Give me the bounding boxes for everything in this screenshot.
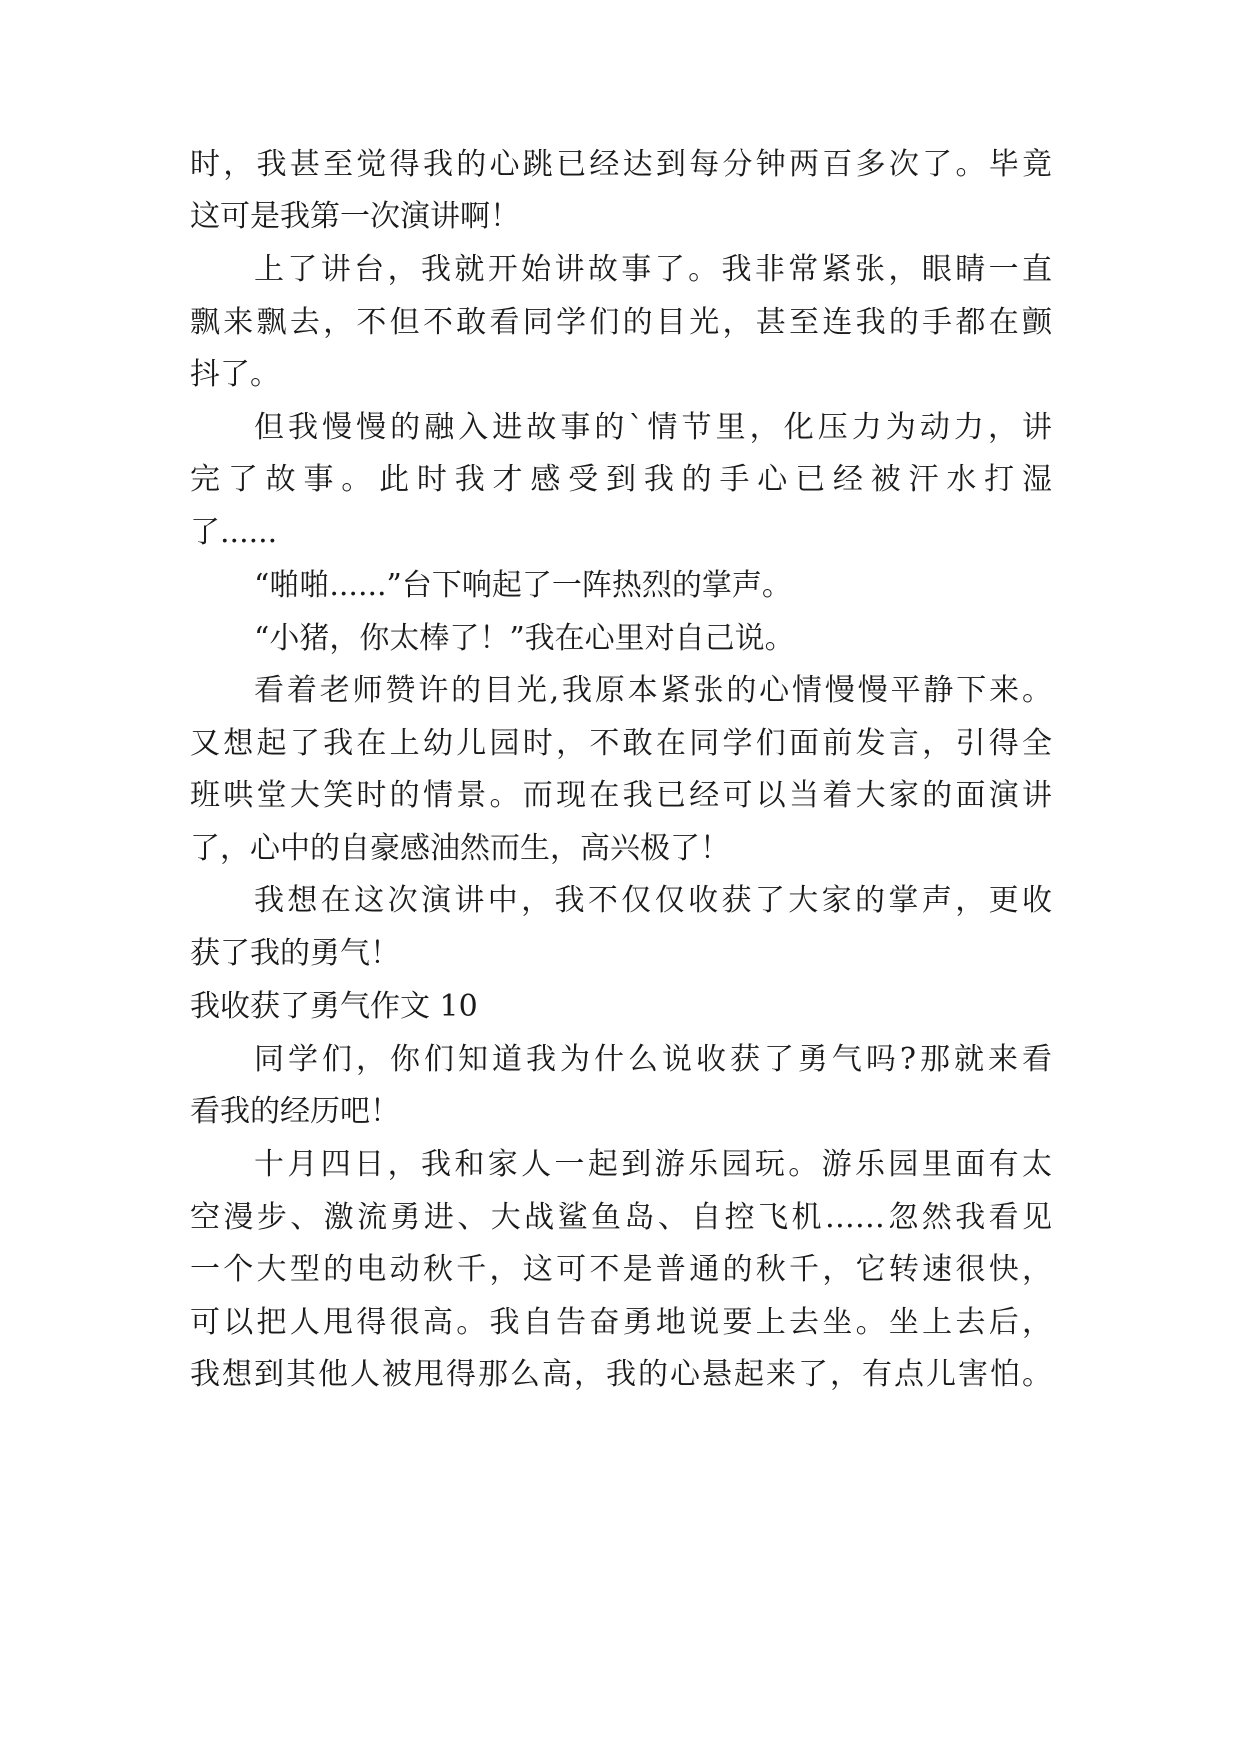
paragraph-start-line: 我想在这次演讲中，我不仅仅收获了大家的掌声，更收 bbox=[254, 883, 1052, 918]
text-line: 时，我甚至觉得我的心跳已经达到每分钟两百多次了。毕竟 bbox=[190, 147, 1052, 182]
text-line: 我想到其他人被甩得那么高，我的心悬起来了，有点儿害怕。 bbox=[190, 1357, 1052, 1392]
paragraph-start-line: 但我慢慢的融入进故事的`情节里，化压力为动力，讲 bbox=[254, 410, 1052, 445]
paragraph-start-line: 十月四日，我和家人一起到游乐园玩。游乐园里面有太 bbox=[254, 1147, 1052, 1182]
text-line: 看我的经历吧！ bbox=[190, 1094, 400, 1129]
text-line: 空漫步、激流勇进、大战鲨鱼岛、自控飞机……忽然我看见 bbox=[190, 1200, 1052, 1235]
text-line: 一个大型的电动秋千，这可不是普通的秋千，它转速很快， bbox=[190, 1252, 1052, 1287]
paragraph-start-line: “小猪，你太棒了！”我在心里对自己说。 bbox=[254, 621, 795, 656]
essay-heading: 我收获了勇气作文 10 bbox=[190, 989, 478, 1024]
paragraph-start-line: “啪啪......”台下响起了一阵热烈的掌声。 bbox=[254, 568, 792, 603]
text-line: 又想起了我在上幼儿园时，不敢在同学们面前发言，引得全 bbox=[190, 726, 1052, 761]
text-line: 了，心中的自豪感油然而生，高兴极了！ bbox=[190, 831, 730, 866]
paragraph-start-line: 看着老师赞许的目光,我原本紧张的心情慢慢平静下来。 bbox=[254, 673, 1052, 708]
text-line: 这可是我第一次演讲啊！ bbox=[190, 199, 520, 234]
text-line: 了...... bbox=[190, 515, 278, 550]
text-line: 完了故事。此时我才感受到我的手心已经被汗水打湿 bbox=[190, 462, 1052, 497]
text-line: 抖了。 bbox=[190, 357, 280, 392]
paragraph-start-line: 上了讲台，我就开始讲故事了。我非常紧张，眼睛一直 bbox=[254, 252, 1052, 287]
text-line: 飘来飘去，不但不敢看同学们的目光，甚至连我的手都在颤 bbox=[190, 305, 1052, 340]
text-line: 可以把人甩得很高。我自告奋勇地说要上去坐。坐上去后， bbox=[190, 1305, 1052, 1340]
text-line: 获了我的勇气！ bbox=[190, 936, 400, 971]
paragraph-start-line: 同学们，你们知道我为什么说收获了勇气吗?那就来看 bbox=[254, 1042, 1052, 1077]
text-line: 班哄堂大笑时的情景。而现在我已经可以当着大家的面演讲 bbox=[190, 778, 1052, 813]
